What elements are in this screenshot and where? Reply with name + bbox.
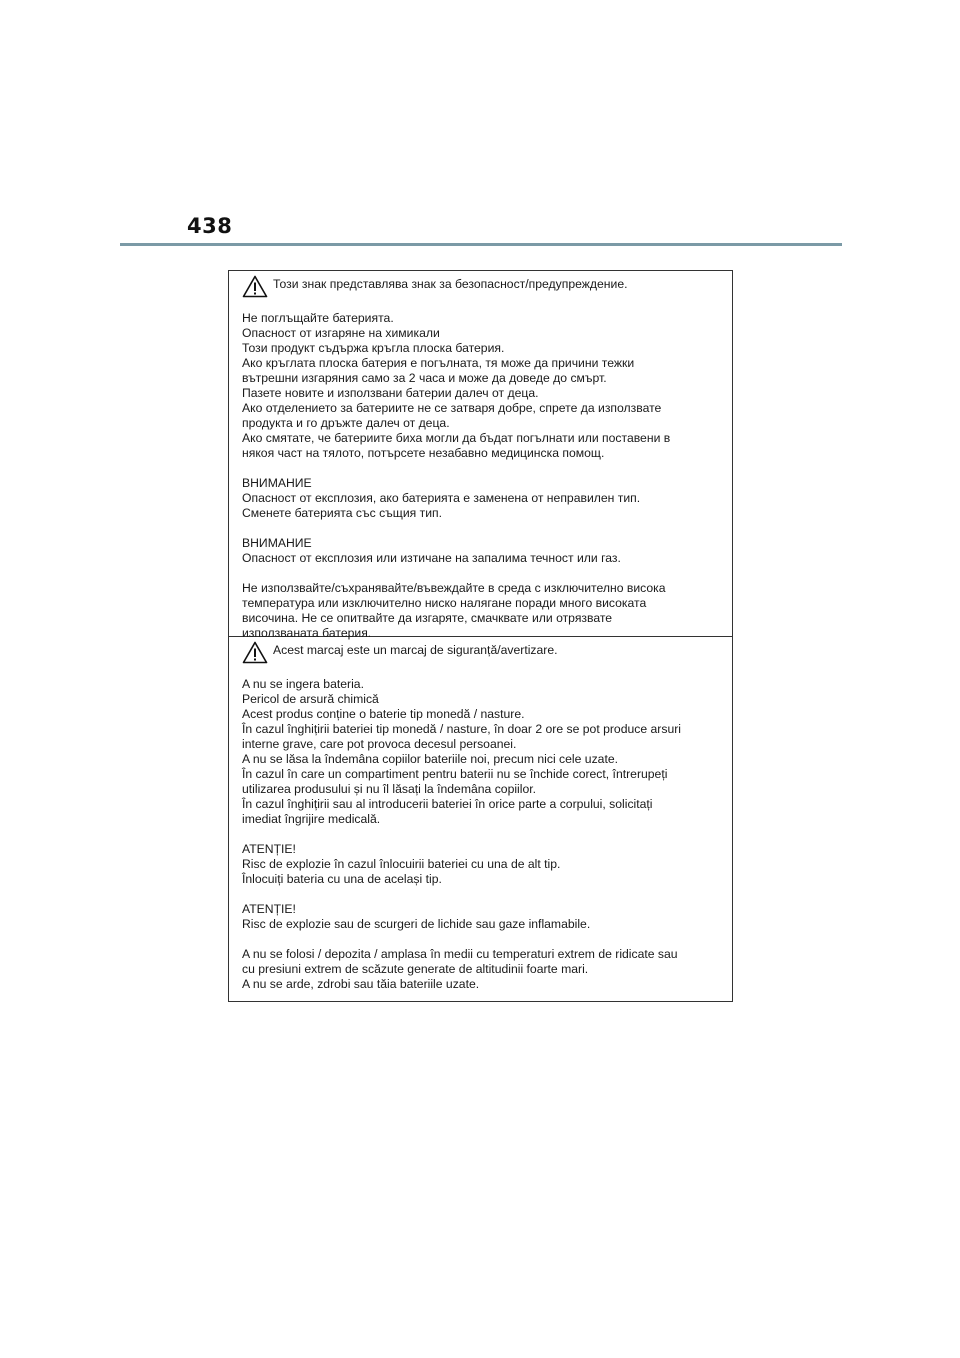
- text-line: продукта и го дръжте далеч от деца.: [242, 416, 450, 430]
- text-line: Ако смятате, че батериите биха могли да бъдат погълнати или поставени в: [242, 431, 671, 445]
- text-line: Acest produs conține o baterie tip monedă / nasture.: [242, 707, 525, 721]
- text-line: ATENȚIE!: [242, 842, 296, 856]
- text-line: În cazul înghițirii bateriei tip monedă / nasture, în doar 2 ore se pot produce arsuri: [242, 722, 681, 736]
- text-line: Опасност от изгаряне на химикали: [242, 326, 440, 340]
- paragraph: [242, 677, 720, 827]
- warning-cell-bulgarian: [229, 271, 732, 640]
- text-line: imediat îngrijire medicală.: [242, 812, 381, 826]
- text-line: În cazul în care un compartiment pentru baterii nu se închide corect, întrerupeți: [242, 767, 668, 781]
- page-number: 438: [187, 214, 233, 238]
- paragraph: [242, 947, 720, 992]
- text-line: Опасност от експлозия, ако батерията е заменена от неправилен тип.: [242, 491, 641, 505]
- text-line: Не използвайте/съхранявайте/въвеждайте в среда с изключително висока: [242, 581, 666, 595]
- warning-triangle-icon: [242, 641, 268, 664]
- text-line: използваната батерия.: [242, 626, 372, 640]
- text-line: Опасност от експлозия или изтичане на запалима течност или газ.: [242, 551, 621, 565]
- paragraph: [242, 842, 720, 887]
- text-line: A nu se lăsa la îndemâna copiilor bateriile noi, precum nici cele uzate.: [242, 752, 618, 766]
- header-rule: [120, 243, 842, 246]
- text-line: Не поглъщайте батерията.: [242, 311, 394, 325]
- paragraph: [242, 311, 720, 461]
- text-line: вътрешни изгаряния само за 2 часа и може да доведе до смърт.: [242, 371, 607, 385]
- text-line: A nu se ingera bateria.: [242, 677, 364, 691]
- paragraph-gap: [242, 521, 720, 536]
- text-line: Ако отделението за батериите не се затваря добре, спрете да използвате: [242, 401, 662, 415]
- text-line: Pericol de arsură chimică: [242, 692, 379, 706]
- paragraph-gap: [242, 827, 720, 842]
- paragraph: [242, 536, 720, 566]
- text-line: Сменете батерията със същия тип.: [242, 506, 442, 520]
- text-line: Risc de explozie sau de scurgeri de lichide sau gaze inflamabile.: [242, 917, 591, 931]
- text-line: cu presiuni extrem de scăzute generate de altitudinii foarte mari.: [242, 962, 589, 976]
- text-line: interne grave, care pot provoca decesul persoanei.: [242, 737, 517, 751]
- text-line: ВНИМАНИЕ: [242, 476, 312, 490]
- text-line: височина. Не се опитвайте да изгаряте, смачквате или отрязвате: [242, 611, 613, 625]
- text-line: ВНИМАНИЕ: [242, 536, 312, 550]
- paragraph: [242, 902, 720, 932]
- warning-intro-text: Acest marcaj este un marcaj de siguranță/avertizare.: [273, 643, 558, 657]
- paragraph-gap: [242, 566, 720, 581]
- paragraph: [242, 581, 720, 641]
- text-line: Risc de explozie în cazul înlocuirii bateriei cu una de alt tip.: [242, 857, 561, 871]
- paragraph: [242, 476, 720, 521]
- warning-intro-text: Този знак представлява знак за безопасност/предупреждение.: [273, 277, 628, 291]
- paragraph-gap: [242, 887, 720, 902]
- text-line: A nu se arde, zdrobi sau tăia bateriile uzate.: [242, 977, 480, 991]
- text-line: Пазете новите и използвани батерии далеч от деца.: [242, 386, 539, 400]
- text-line: În cazul înghițirii sau al introducerii bateriei în orice parte a corpului, solicitați: [242, 797, 653, 811]
- warning-triangle-icon: [242, 275, 268, 298]
- text-line: Този продукт съдържа кръгла плоска батерия.: [242, 341, 505, 355]
- text-line: A nu se folosi / depozita / amplasa în medii cu temperaturi extrem de ridicate sau: [242, 947, 678, 961]
- text-line: ATENȚIE!: [242, 902, 296, 916]
- warning-table: [228, 270, 733, 1002]
- paragraph-gap: [242, 932, 720, 947]
- paragraph-gap: [242, 461, 720, 476]
- warning-intro: [242, 642, 720, 664]
- text-line: някоя част на тялото, потърсете незабавно медицинска помощ.: [242, 446, 605, 460]
- warning-cell-romanian: [229, 637, 732, 1003]
- warning-intro: [242, 276, 720, 298]
- text-line: температура или изключително ниско налягане поради много високата: [242, 596, 647, 610]
- text-line: utilizarea produsului și nu îl lăsați la îndemâna copiilor.: [242, 782, 537, 796]
- text-line: Ако кръглата плоска батерия е погълната, тя може да причини тежки: [242, 356, 635, 370]
- text-line: Înlocuiți bateria cu una de același tip.: [242, 872, 442, 886]
